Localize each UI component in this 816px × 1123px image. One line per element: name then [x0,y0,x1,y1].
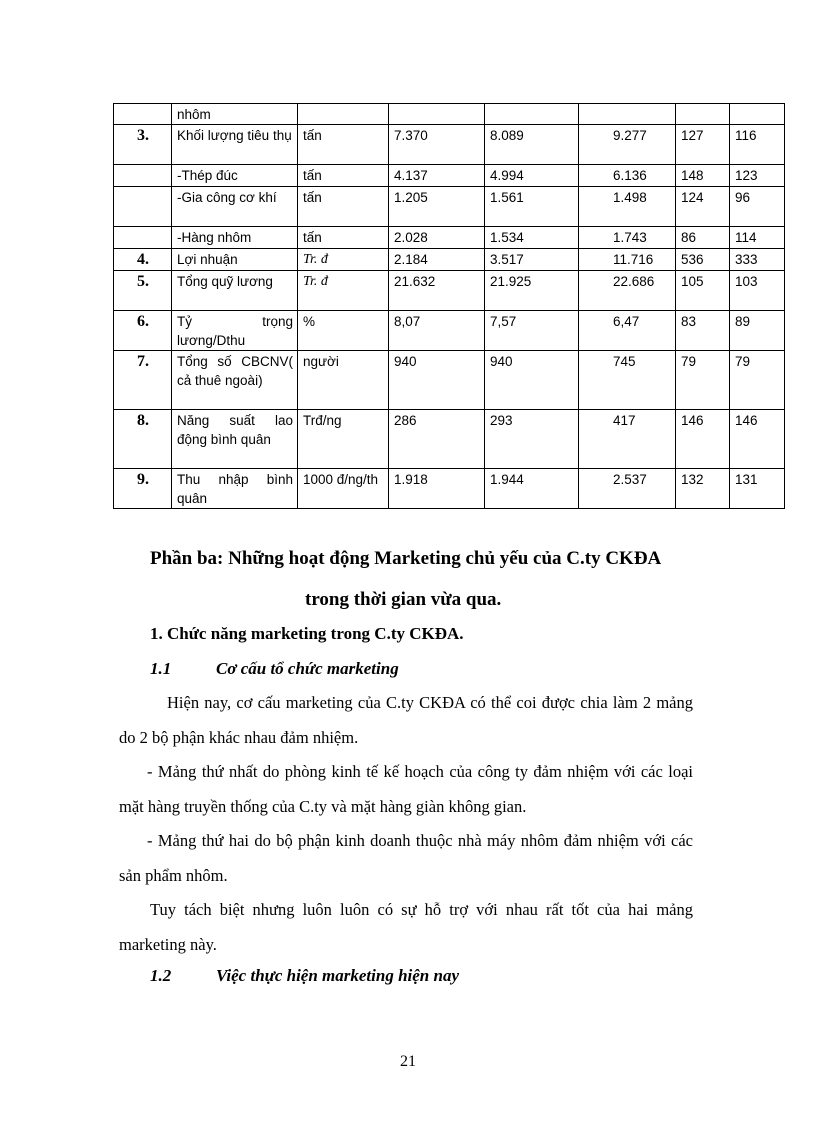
value-year-1: 286 [389,410,485,469]
ratio-1: 83 [676,311,730,351]
indicator-name: Tỷ trọng lương/Dthu [172,311,298,351]
ratio-1: 105 [676,271,730,311]
unit: người [298,351,389,410]
subsection-number: 1.2 [150,966,172,985]
value-year-1: 1.918 [389,469,485,509]
ratio-2: 103 [730,271,785,311]
unit: Trđ/ng [298,410,389,469]
value-year-2: 8.089 [485,125,579,165]
paragraph-2: - Mảng thứ nhất do phòng kinh tế kế hoạch của công ty đảm nhiệm với các loại mặt hàng truyền thống của C.ty và mặt hàng giàn không gian. [119,762,693,816]
table-row [114,125,785,165]
unit: Tr. đ [298,271,389,311]
value-year-1: 8,07 [389,311,485,351]
row-number [114,104,172,125]
unit: 1000 đ/ng/th [298,469,389,509]
value-year-1: 1.205 [389,187,485,227]
ratio-2: 146 [730,410,785,469]
ratio-2: 333 [730,249,785,271]
value-year-3: 9.277 [579,125,676,165]
statistics-table [113,103,785,509]
paragraph-3: - Mảng thứ hai do bộ phận kinh doanh thuộc nhà máy nhôm đảm nhiệm với các sản phẩm nhôm. [119,831,693,885]
value-year-2: 3.517 [485,249,579,271]
ratio-2: 79 [730,351,785,410]
paragraph-4: Tuy tách biệt nhưng luôn luôn có sự hỗ trợ với nhau rất tốt của hai mảng marketing này. [119,900,693,954]
indicator-name: -Hàng nhôm [172,227,298,249]
value-year-3: 417 [579,410,676,469]
ratio-2: 131 [730,469,785,509]
value-year-2: 293 [485,410,579,469]
value-year-3: 6.136 [579,165,676,187]
value-year-1: 7.370 [389,125,485,165]
value-year-1: 2.028 [389,227,485,249]
table-row [114,410,785,469]
subsection-title: Việc thực hiện marketing hiện nay [216,966,460,985]
table-row [114,351,785,410]
row-number: 6. [114,311,172,351]
row-number: 5. [114,271,172,311]
part-heading: Phần ba: Những hoạt động Marketing chủ yếu của C.ty CKĐA [150,548,662,569]
table-row [114,104,785,125]
value-year-1: 4.137 [389,165,485,187]
ratio-1: 124 [676,187,730,227]
value-year-3: 1.498 [579,187,676,227]
table-body [114,104,785,509]
indicator-name: nhôm [172,104,298,125]
value-year-2: 1.534 [485,227,579,249]
indicator-name: Khối lượng tiêu thụ [172,125,298,165]
row-number: 3. [114,125,172,165]
part-heading-line2: trong thời gian vừa qua. [305,589,502,610]
ratio-1: 536 [676,249,730,271]
subsection-number: 1.1 [150,659,172,678]
value-year-2 [485,104,579,125]
value-year-1: 2.184 [389,249,485,271]
ratio-1: 79 [676,351,730,410]
paragraph-1: Hiện nay, cơ cấu marketing của C.ty CKĐA có thể coi được chia làm 2 mảng do 2 bộ phận khác nhau đảm nhiệm. [119,693,693,747]
table-row [114,227,785,249]
subsection-title: Cơ cấu tổ chức marketing [216,659,399,678]
unit [298,104,389,125]
subsection-heading-1-2 [150,966,459,986]
unit: tấn [298,187,389,227]
subsection-heading-1-1 [150,659,399,679]
value-year-3: 745 [579,351,676,410]
unit: Tr. đ [298,249,389,271]
value-year-1 [389,104,485,125]
value-year-3: 6,47 [579,311,676,351]
indicator-name: -Gia công cơ khí [172,187,298,227]
value-year-2: 1.944 [485,469,579,509]
indicator-name: Tổng quỹ lương [172,271,298,311]
row-number: 9. [114,469,172,509]
ratio-1: 127 [676,125,730,165]
indicator-name: Năng suất lao động bình quân [172,410,298,469]
ratio-2: 96 [730,187,785,227]
value-year-1: 21.632 [389,271,485,311]
ratio-1: 86 [676,227,730,249]
ratio-1: 132 [676,469,730,509]
value-year-1: 940 [389,351,485,410]
row-number [114,227,172,249]
ratio-2: 116 [730,125,785,165]
table-row [114,311,785,351]
table-row [114,165,785,187]
page-number: 21 [400,1053,416,1070]
value-year-3: 11.716 [579,249,676,271]
unit: tấn [298,165,389,187]
ratio-2 [730,104,785,125]
value-year-2: 940 [485,351,579,410]
value-year-3 [579,104,676,125]
ratio-2: 123 [730,165,785,187]
unit: tấn [298,125,389,165]
section-heading: 1. Chức năng marketing trong C.ty CKĐA. [150,624,464,643]
row-number: 4. [114,249,172,271]
row-number: 7. [114,351,172,410]
indicator-name: -Thép đúc [172,165,298,187]
ratio-1 [676,104,730,125]
table-row [114,469,785,509]
ratio-2: 89 [730,311,785,351]
row-number [114,187,172,227]
indicator-name: Tổng số CBCNV( cả thuê ngoài) [172,351,298,410]
row-number [114,165,172,187]
table-row [114,271,785,311]
value-year-3: 1.743 [579,227,676,249]
value-year-2: 4.994 [485,165,579,187]
value-year-3: 2.537 [579,469,676,509]
ratio-2: 114 [730,227,785,249]
indicator-name: Thu nhập bình quân [172,469,298,509]
table-row [114,187,785,227]
value-year-2: 21.925 [485,271,579,311]
value-year-3: 22.686 [579,271,676,311]
unit: % [298,311,389,351]
table-row [114,249,785,271]
value-year-2: 1.561 [485,187,579,227]
ratio-1: 148 [676,165,730,187]
ratio-1: 146 [676,410,730,469]
unit: tấn [298,227,389,249]
value-year-2: 7,57 [485,311,579,351]
row-number: 8. [114,410,172,469]
indicator-name: Lợi nhuận [172,249,298,271]
